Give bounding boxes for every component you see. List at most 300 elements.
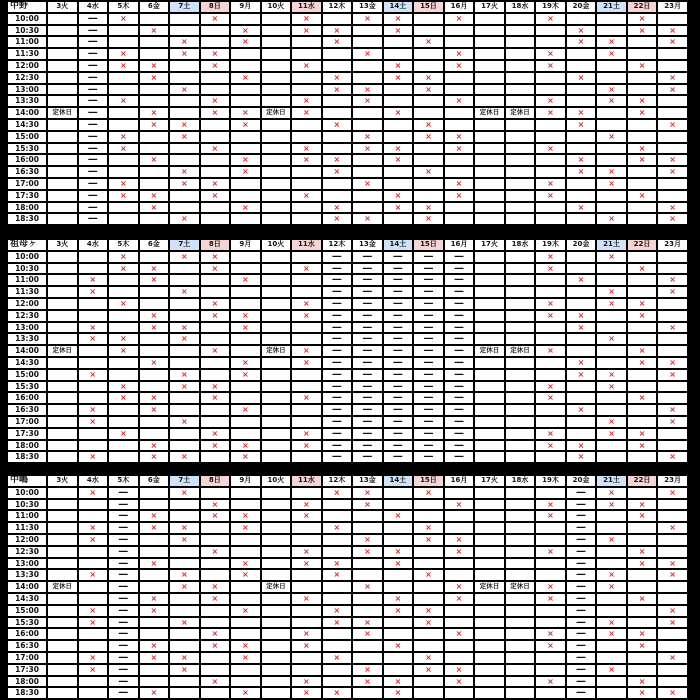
open-slot[interactable] bbox=[201, 570, 230, 580]
unavailable-slot[interactable]: — bbox=[109, 665, 138, 675]
booked-slot[interactable]: × bbox=[170, 665, 199, 675]
open-slot[interactable] bbox=[201, 358, 230, 368]
booked-slot[interactable]: × bbox=[109, 132, 138, 142]
booked-slot[interactable]: × bbox=[323, 653, 352, 663]
booked-slot[interactable]: × bbox=[292, 108, 321, 118]
unavailable-slot[interactable]: — bbox=[414, 429, 443, 439]
closed-cell[interactable] bbox=[475, 606, 504, 616]
closed-cell[interactable] bbox=[262, 688, 291, 698]
booked-slot[interactable]: × bbox=[231, 167, 260, 177]
booked-slot[interactable]: × bbox=[79, 452, 108, 462]
closed-cell[interactable] bbox=[475, 96, 504, 106]
booked-slot[interactable]: × bbox=[536, 144, 565, 154]
open-slot[interactable] bbox=[353, 559, 382, 569]
booked-slot[interactable]: × bbox=[170, 334, 199, 344]
open-slot[interactable] bbox=[353, 73, 382, 83]
open-slot[interactable] bbox=[79, 547, 108, 557]
open-slot[interactable] bbox=[109, 452, 138, 462]
open-slot[interactable] bbox=[597, 191, 626, 201]
closed-cell[interactable] bbox=[48, 73, 77, 83]
open-slot[interactable] bbox=[384, 653, 413, 663]
booked-slot[interactable]: × bbox=[140, 311, 169, 321]
booked-slot[interactable]: × bbox=[79, 570, 108, 580]
booked-slot[interactable]: × bbox=[109, 382, 138, 392]
open-slot[interactable] bbox=[567, 96, 596, 106]
open-slot[interactable] bbox=[536, 653, 565, 663]
open-slot[interactable] bbox=[597, 120, 626, 130]
open-slot[interactable] bbox=[292, 523, 321, 533]
booked-slot[interactable]: × bbox=[567, 37, 596, 47]
open-slot[interactable] bbox=[414, 582, 443, 592]
booked-slot[interactable]: × bbox=[292, 511, 321, 521]
booked-slot[interactable]: × bbox=[597, 179, 626, 189]
booked-slot[interactable]: × bbox=[79, 323, 108, 333]
booked-slot[interactable]: × bbox=[231, 653, 260, 663]
closed-cell[interactable] bbox=[475, 264, 504, 274]
unavailable-slot[interactable]: — bbox=[567, 641, 596, 651]
booked-slot[interactable]: × bbox=[628, 26, 657, 36]
open-slot[interactable] bbox=[597, 594, 626, 604]
open-slot[interactable] bbox=[170, 441, 199, 451]
open-slot[interactable] bbox=[170, 429, 199, 439]
open-slot[interactable] bbox=[292, 382, 321, 392]
open-slot[interactable] bbox=[628, 570, 657, 580]
closed-cell[interactable] bbox=[475, 311, 504, 321]
unavailable-slot[interactable]: — bbox=[109, 535, 138, 545]
closed-cell[interactable] bbox=[262, 49, 291, 59]
booked-slot[interactable]: × bbox=[140, 73, 169, 83]
closed-cell[interactable] bbox=[475, 358, 504, 368]
unavailable-slot[interactable]: — bbox=[414, 311, 443, 321]
booked-slot[interactable]: × bbox=[140, 653, 169, 663]
booked-slot[interactable]: × bbox=[536, 500, 565, 510]
booked-slot[interactable]: × bbox=[658, 417, 687, 427]
open-slot[interactable] bbox=[445, 37, 474, 47]
open-slot[interactable] bbox=[628, 73, 657, 83]
open-slot[interactable] bbox=[109, 85, 138, 95]
closed-cell[interactable] bbox=[262, 26, 291, 36]
booked-slot[interactable]: × bbox=[628, 441, 657, 451]
open-slot[interactable] bbox=[201, 323, 230, 333]
booked-slot[interactable]: × bbox=[170, 179, 199, 189]
open-slot[interactable] bbox=[170, 14, 199, 24]
unavailable-slot[interactable]: — bbox=[567, 535, 596, 545]
booked-slot[interactable]: × bbox=[445, 629, 474, 639]
booked-slot[interactable]: × bbox=[353, 547, 382, 557]
booked-slot[interactable]: × bbox=[79, 275, 108, 285]
closed-cell[interactable]: 定休日 bbox=[506, 582, 535, 592]
open-slot[interactable] bbox=[231, 85, 260, 95]
open-slot[interactable] bbox=[384, 37, 413, 47]
open-slot[interactable] bbox=[567, 14, 596, 24]
unavailable-slot[interactable]: — bbox=[79, 49, 108, 59]
booked-slot[interactable]: × bbox=[140, 606, 169, 616]
open-slot[interactable] bbox=[567, 299, 596, 309]
booked-slot[interactable]: × bbox=[658, 488, 687, 498]
open-slot[interactable] bbox=[201, 417, 230, 427]
booked-slot[interactable]: × bbox=[536, 677, 565, 687]
closed-cell[interactable] bbox=[262, 37, 291, 47]
booked-slot[interactable]: × bbox=[536, 429, 565, 439]
closed-cell[interactable] bbox=[475, 167, 504, 177]
unavailable-slot[interactable]: — bbox=[109, 677, 138, 687]
open-slot[interactable] bbox=[353, 108, 382, 118]
booked-slot[interactable]: × bbox=[109, 191, 138, 201]
unavailable-slot[interactable]: — bbox=[445, 299, 474, 309]
booked-slot[interactable]: × bbox=[384, 203, 413, 213]
closed-cell[interactable] bbox=[475, 488, 504, 498]
open-slot[interactable] bbox=[140, 299, 169, 309]
unavailable-slot[interactable]: — bbox=[79, 132, 108, 142]
open-slot[interactable] bbox=[658, 641, 687, 651]
booked-slot[interactable]: × bbox=[170, 370, 199, 380]
open-slot[interactable] bbox=[231, 665, 260, 675]
open-slot[interactable] bbox=[384, 214, 413, 224]
booked-slot[interactable]: × bbox=[658, 167, 687, 177]
open-slot[interactable] bbox=[201, 606, 230, 616]
booked-slot[interactable]: × bbox=[567, 155, 596, 165]
open-slot[interactable] bbox=[567, 382, 596, 392]
open-slot[interactable] bbox=[597, 275, 626, 285]
open-slot[interactable] bbox=[140, 429, 169, 439]
closed-cell[interactable] bbox=[48, 606, 77, 616]
closed-cell[interactable] bbox=[262, 203, 291, 213]
booked-slot[interactable]: × bbox=[201, 511, 230, 521]
booked-slot[interactable]: × bbox=[140, 323, 169, 333]
open-slot[interactable] bbox=[567, 61, 596, 71]
open-slot[interactable] bbox=[658, 665, 687, 675]
open-slot[interactable] bbox=[658, 429, 687, 439]
open-slot[interactable] bbox=[597, 108, 626, 118]
closed-cell[interactable] bbox=[262, 488, 291, 498]
unavailable-slot[interactable]: — bbox=[414, 252, 443, 262]
booked-slot[interactable]: × bbox=[292, 547, 321, 557]
closed-cell[interactable] bbox=[48, 358, 77, 368]
open-slot[interactable] bbox=[536, 535, 565, 545]
open-slot[interactable] bbox=[79, 677, 108, 687]
open-slot[interactable] bbox=[353, 37, 382, 47]
booked-slot[interactable]: × bbox=[292, 594, 321, 604]
open-slot[interactable] bbox=[79, 393, 108, 403]
open-slot[interactable] bbox=[323, 191, 352, 201]
open-slot[interactable] bbox=[109, 311, 138, 321]
booked-slot[interactable]: × bbox=[658, 370, 687, 380]
booked-slot[interactable]: × bbox=[231, 641, 260, 651]
booked-slot[interactable]: × bbox=[353, 582, 382, 592]
booked-slot[interactable]: × bbox=[536, 582, 565, 592]
open-slot[interactable] bbox=[201, 214, 230, 224]
closed-cell[interactable] bbox=[506, 441, 535, 451]
open-slot[interactable] bbox=[536, 606, 565, 616]
open-slot[interactable] bbox=[445, 570, 474, 580]
unavailable-slot[interactable]: — bbox=[79, 203, 108, 213]
unavailable-slot[interactable]: — bbox=[445, 346, 474, 356]
open-slot[interactable] bbox=[323, 547, 352, 557]
open-slot[interactable] bbox=[231, 252, 260, 262]
open-slot[interactable] bbox=[170, 677, 199, 687]
booked-slot[interactable]: × bbox=[323, 155, 352, 165]
closed-cell[interactable] bbox=[506, 405, 535, 415]
open-slot[interactable] bbox=[170, 594, 199, 604]
booked-slot[interactable]: × bbox=[353, 214, 382, 224]
open-slot[interactable] bbox=[414, 547, 443, 557]
booked-slot[interactable]: × bbox=[353, 488, 382, 498]
closed-cell[interactable] bbox=[506, 132, 535, 142]
closed-cell[interactable] bbox=[475, 370, 504, 380]
booked-slot[interactable]: × bbox=[445, 535, 474, 545]
booked-slot[interactable]: × bbox=[170, 132, 199, 142]
open-slot[interactable] bbox=[109, 73, 138, 83]
unavailable-slot[interactable]: — bbox=[79, 108, 108, 118]
booked-slot[interactable]: × bbox=[445, 594, 474, 604]
open-slot[interactable] bbox=[79, 559, 108, 569]
booked-slot[interactable]: × bbox=[353, 618, 382, 628]
closed-cell[interactable] bbox=[48, 618, 77, 628]
open-slot[interactable] bbox=[79, 511, 108, 521]
booked-slot[interactable]: × bbox=[201, 179, 230, 189]
open-slot[interactable] bbox=[231, 594, 260, 604]
closed-cell[interactable] bbox=[48, 144, 77, 154]
unavailable-slot[interactable]: — bbox=[445, 323, 474, 333]
booked-slot[interactable]: × bbox=[292, 14, 321, 24]
open-slot[interactable] bbox=[292, 417, 321, 427]
unavailable-slot[interactable]: — bbox=[353, 370, 382, 380]
booked-slot[interactable]: × bbox=[140, 108, 169, 118]
closed-cell[interactable] bbox=[506, 275, 535, 285]
unavailable-slot[interactable]: — bbox=[384, 334, 413, 344]
booked-slot[interactable]: × bbox=[414, 167, 443, 177]
closed-cell[interactable] bbox=[506, 618, 535, 628]
unavailable-slot[interactable]: — bbox=[567, 500, 596, 510]
unavailable-slot[interactable]: — bbox=[353, 393, 382, 403]
booked-slot[interactable]: × bbox=[658, 203, 687, 213]
unavailable-slot[interactable]: — bbox=[79, 167, 108, 177]
open-slot[interactable] bbox=[231, 287, 260, 297]
booked-slot[interactable]: × bbox=[323, 618, 352, 628]
open-slot[interactable] bbox=[140, 252, 169, 262]
open-slot[interactable] bbox=[536, 155, 565, 165]
open-slot[interactable] bbox=[170, 203, 199, 213]
booked-slot[interactable]: × bbox=[597, 582, 626, 592]
closed-cell[interactable] bbox=[48, 523, 77, 533]
booked-slot[interactable]: × bbox=[536, 14, 565, 24]
booked-slot[interactable]: × bbox=[597, 287, 626, 297]
booked-slot[interactable]: × bbox=[658, 120, 687, 130]
closed-cell[interactable] bbox=[506, 155, 535, 165]
booked-slot[interactable]: × bbox=[628, 61, 657, 71]
booked-slot[interactable]: × bbox=[536, 346, 565, 356]
booked-slot[interactable]: × bbox=[597, 618, 626, 628]
booked-slot[interactable]: × bbox=[231, 405, 260, 415]
open-slot[interactable] bbox=[567, 191, 596, 201]
booked-slot[interactable]: × bbox=[658, 214, 687, 224]
open-slot[interactable] bbox=[201, 287, 230, 297]
open-slot[interactable] bbox=[567, 252, 596, 262]
booked-slot[interactable]: × bbox=[140, 120, 169, 130]
open-slot[interactable] bbox=[323, 594, 352, 604]
closed-cell[interactable] bbox=[475, 155, 504, 165]
booked-slot[interactable]: × bbox=[597, 252, 626, 262]
unavailable-slot[interactable]: — bbox=[414, 264, 443, 274]
open-slot[interactable] bbox=[170, 61, 199, 71]
open-slot[interactable] bbox=[567, 334, 596, 344]
booked-slot[interactable]: × bbox=[597, 37, 626, 47]
unavailable-slot[interactable]: — bbox=[567, 511, 596, 521]
booked-slot[interactable]: × bbox=[109, 96, 138, 106]
closed-cell[interactable] bbox=[475, 334, 504, 344]
closed-cell[interactable] bbox=[506, 417, 535, 427]
booked-slot[interactable]: × bbox=[231, 452, 260, 462]
open-slot[interactable] bbox=[140, 488, 169, 498]
closed-cell[interactable] bbox=[506, 665, 535, 675]
open-slot[interactable] bbox=[628, 382, 657, 392]
closed-cell[interactable] bbox=[506, 570, 535, 580]
open-slot[interactable] bbox=[658, 441, 687, 451]
closed-cell[interactable] bbox=[506, 641, 535, 651]
open-slot[interactable] bbox=[414, 688, 443, 698]
unavailable-slot[interactable]: — bbox=[323, 370, 352, 380]
unavailable-slot[interactable]: — bbox=[384, 441, 413, 451]
closed-cell[interactable] bbox=[506, 606, 535, 616]
closed-cell[interactable]: 定休日 bbox=[262, 108, 291, 118]
closed-cell[interactable] bbox=[475, 523, 504, 533]
open-slot[interactable] bbox=[628, 85, 657, 95]
open-slot[interactable] bbox=[109, 108, 138, 118]
closed-cell[interactable] bbox=[506, 299, 535, 309]
booked-slot[interactable]: × bbox=[445, 191, 474, 201]
open-slot[interactable] bbox=[597, 405, 626, 415]
booked-slot[interactable]: × bbox=[231, 37, 260, 47]
open-slot[interactable] bbox=[628, 334, 657, 344]
open-slot[interactable] bbox=[109, 214, 138, 224]
open-slot[interactable] bbox=[170, 275, 199, 285]
unavailable-slot[interactable]: — bbox=[109, 570, 138, 580]
unavailable-slot[interactable]: — bbox=[445, 334, 474, 344]
unavailable-slot[interactable]: — bbox=[109, 559, 138, 569]
open-slot[interactable] bbox=[140, 547, 169, 557]
booked-slot[interactable]: × bbox=[567, 275, 596, 285]
booked-slot[interactable]: × bbox=[140, 441, 169, 451]
open-slot[interactable] bbox=[201, 73, 230, 83]
open-slot[interactable] bbox=[658, 334, 687, 344]
booked-slot[interactable]: × bbox=[201, 144, 230, 154]
booked-slot[interactable]: × bbox=[79, 488, 108, 498]
closed-cell[interactable] bbox=[48, 547, 77, 557]
open-slot[interactable] bbox=[597, 311, 626, 321]
closed-cell[interactable] bbox=[262, 311, 291, 321]
closed-cell[interactable] bbox=[475, 511, 504, 521]
booked-slot[interactable]: × bbox=[597, 429, 626, 439]
closed-cell[interactable] bbox=[506, 96, 535, 106]
open-slot[interactable] bbox=[170, 155, 199, 165]
booked-slot[interactable]: × bbox=[628, 688, 657, 698]
open-slot[interactable] bbox=[445, 688, 474, 698]
open-slot[interactable] bbox=[658, 511, 687, 521]
closed-cell[interactable] bbox=[262, 155, 291, 165]
closed-cell[interactable] bbox=[475, 37, 504, 47]
booked-slot[interactable]: × bbox=[567, 167, 596, 177]
unavailable-slot[interactable]: — bbox=[384, 370, 413, 380]
closed-cell[interactable] bbox=[262, 452, 291, 462]
closed-cell[interactable] bbox=[48, 393, 77, 403]
open-slot[interactable] bbox=[231, 393, 260, 403]
closed-cell[interactable] bbox=[506, 167, 535, 177]
open-slot[interactable] bbox=[384, 179, 413, 189]
open-slot[interactable] bbox=[79, 252, 108, 262]
open-slot[interactable] bbox=[140, 382, 169, 392]
booked-slot[interactable]: × bbox=[536, 191, 565, 201]
open-slot[interactable] bbox=[201, 653, 230, 663]
open-slot[interactable] bbox=[445, 653, 474, 663]
unavailable-slot[interactable]: — bbox=[323, 382, 352, 392]
booked-slot[interactable]: × bbox=[414, 132, 443, 142]
open-slot[interactable] bbox=[292, 203, 321, 213]
closed-cell[interactable] bbox=[475, 85, 504, 95]
closed-cell[interactable] bbox=[506, 85, 535, 95]
booked-slot[interactable]: × bbox=[201, 252, 230, 262]
closed-cell[interactable] bbox=[48, 275, 77, 285]
closed-cell[interactable] bbox=[506, 488, 535, 498]
open-slot[interactable] bbox=[140, 346, 169, 356]
open-slot[interactable] bbox=[597, 73, 626, 83]
open-slot[interactable] bbox=[445, 26, 474, 36]
open-slot[interactable] bbox=[597, 144, 626, 154]
unavailable-slot[interactable]: — bbox=[567, 606, 596, 616]
booked-slot[interactable]: × bbox=[536, 108, 565, 118]
booked-slot[interactable]: × bbox=[201, 594, 230, 604]
unavailable-slot[interactable]: — bbox=[567, 582, 596, 592]
booked-slot[interactable]: × bbox=[536, 547, 565, 557]
open-slot[interactable] bbox=[201, 488, 230, 498]
booked-slot[interactable]: × bbox=[658, 323, 687, 333]
booked-slot[interactable]: × bbox=[292, 677, 321, 687]
booked-slot[interactable]: × bbox=[109, 144, 138, 154]
closed-cell[interactable] bbox=[262, 370, 291, 380]
booked-slot[interactable]: × bbox=[170, 582, 199, 592]
open-slot[interactable] bbox=[628, 275, 657, 285]
booked-slot[interactable]: × bbox=[170, 523, 199, 533]
unavailable-slot[interactable]: — bbox=[384, 346, 413, 356]
booked-slot[interactable]: × bbox=[323, 214, 352, 224]
closed-cell[interactable] bbox=[262, 665, 291, 675]
open-slot[interactable] bbox=[170, 108, 199, 118]
booked-slot[interactable]: × bbox=[384, 144, 413, 154]
booked-slot[interactable]: × bbox=[567, 441, 596, 451]
open-slot[interactable] bbox=[628, 252, 657, 262]
open-slot[interactable] bbox=[384, 167, 413, 177]
unavailable-slot[interactable]: — bbox=[353, 299, 382, 309]
booked-slot[interactable]: × bbox=[445, 144, 474, 154]
open-slot[interactable] bbox=[597, 393, 626, 403]
closed-cell[interactable] bbox=[262, 429, 291, 439]
open-slot[interactable] bbox=[323, 665, 352, 675]
closed-cell[interactable] bbox=[506, 191, 535, 201]
unavailable-slot[interactable]: — bbox=[567, 547, 596, 557]
closed-cell[interactable] bbox=[262, 214, 291, 224]
closed-cell[interactable] bbox=[506, 370, 535, 380]
open-slot[interactable] bbox=[384, 582, 413, 592]
open-slot[interactable] bbox=[323, 677, 352, 687]
open-slot[interactable] bbox=[140, 665, 169, 675]
open-slot[interactable] bbox=[536, 358, 565, 368]
booked-slot[interactable]: × bbox=[231, 511, 260, 521]
booked-slot[interactable]: × bbox=[628, 629, 657, 639]
booked-slot[interactable]: × bbox=[597, 535, 626, 545]
open-slot[interactable] bbox=[231, 535, 260, 545]
closed-cell[interactable] bbox=[506, 523, 535, 533]
open-slot[interactable] bbox=[323, 14, 352, 24]
closed-cell[interactable] bbox=[48, 14, 77, 24]
